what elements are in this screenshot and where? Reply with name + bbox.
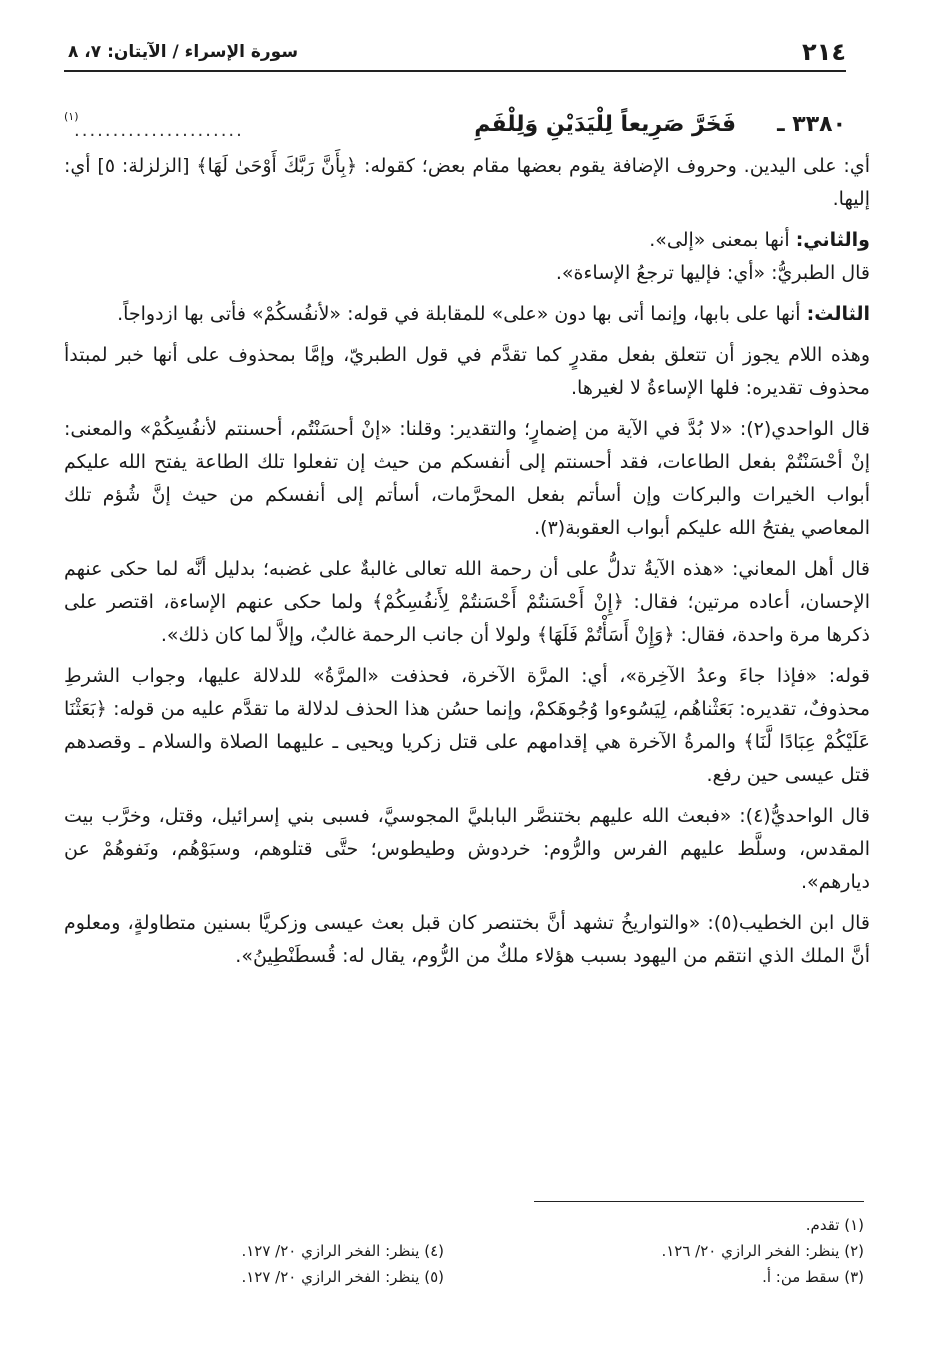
header-rule bbox=[64, 70, 846, 72]
footnote: (٢) ينظر: الفخر الرازي ٢٠/ ١٢٦. bbox=[661, 1242, 864, 1260]
footnote-rule bbox=[534, 1201, 864, 1202]
page-number: ٢١٤ bbox=[802, 38, 846, 66]
running-title: سورة الإسراء / الآيتان: ٧، ٨ bbox=[64, 42, 298, 62]
paragraph: قال الواحدي(٢): «لا بُدَّ في الآية من إضمارٍ؛ والتقدير: وقلنا: «إنْ أحسَنْتُم، أحسنتم لأنفُسِكُمْ» والمعنى: إنْ أحْسَنْتُمْ بفعل الطاعات، فقد أحسنتم إلى أنفسكم من حيث إن تفعلوا تلك الطاعة يفتح الله عليكم أبواب الخيرات والبركات وإن أسأتم بفعل المحرَّمات، أسأتم إلى أنفسكم من حيث إنَّ شُؤم تلك المعاصي يفتحُ الله عليكم أبواب العقوبة(٣). bbox=[64, 418, 870, 539]
page-header bbox=[64, 38, 846, 72]
poetry-verse bbox=[64, 112, 846, 146]
verse-text: فَخَرَّ صَرِيعاً لِلْيَدَيْنِ وَلِلْفَمِ bbox=[474, 112, 736, 137]
paragraph-second-meaning bbox=[64, 224, 870, 257]
main-text bbox=[64, 150, 870, 981]
paragraph: قال ابن الخطيب(٥): «والتواريخُ تشهد أنَّ بختنصر كان قبل بعث عيسى وزكريَّا بسنين متطاولةٍ، ومعلوم أنَّ الملك الذي انتقم من اليهود بسبب هؤلاء ملكٌ من الرُّوم، يقال له: قُسطَنْطِينُ». bbox=[64, 912, 870, 967]
paragraph: قال الطبريُّ: «أي: فإليها ترجعُ الإساءة». bbox=[555, 262, 870, 284]
verse-number: ٣٣٨٠ ـ bbox=[777, 112, 846, 137]
paragraph: وهذه اللام يجوز أن تتعلق بفعل مقدرٍ كما تقدَّم في قول الطبريّ، وإمَّا بمحذوف على أنها خبر لمبتدأ محذوف تقديره: فلها الإساءةُ لا لغيرها. bbox=[64, 344, 870, 399]
footnote: (١) تقدم. bbox=[805, 1216, 864, 1234]
verse-dots: ...................... bbox=[74, 120, 244, 141]
paragraph: قوله: «فإذا جاءَ وعدُ الآخِرة»، أي: المرَّة الآخرة، فحذفت «المرَّةُ» للدلالة عليها، وجواب الشرطِ محذوفٌ، تقديره: بَعَثْناهُم، لِيَسُوءوا وُجُوهَكمْ، وإنما حسُن هذا الحذف لدلالة ما تقدَّم عليه من قوله: ﴿بَعَثْنَا عَلَيْكُمْ عِبَادًا لَّنَا﴾ والمرةُ الآخرة هي إقدامهم على قتل زكريا ويحيى ـ عليهما الصلاة والسلام ـ وقصدهم قتل عيسى حين رفع. bbox=[64, 665, 870, 786]
paragraph-text: أنها على بابها، وإنما أتى بها دون «على» للمقابلة في قوله: «لأنفُسكُمْ» فأتى بها ازدواجاً. bbox=[117, 303, 801, 325]
footnotes-column-right bbox=[484, 1212, 864, 1290]
footnotes-column-left bbox=[64, 1238, 444, 1290]
label-second: والثاني: bbox=[795, 229, 870, 251]
paragraph: قال الواحديُّ(٤): «فبعث الله عليهم بختنصَّر البابليَّ المجوسيَّ، فسبى بني إسرائيل، وقتل، وخرَّب بيت المقدس، وسلَّط عليهم الفرس والرُّوم: خردوش وطيطوس؛ حتَّى قتلوهم، وسبَوْهُم، ونَفوهُمْ عن ديارهم». bbox=[64, 805, 870, 893]
paragraph: قال أهل المعاني: «هذه الآيةُ تدلُّ على أن رحمة الله تعالى غالبةٌ على غضبه؛ بدليل أنَّه لما حكى عنهم الإحسان، أعاده مرتين؛ فقال: ﴿إِنْ أَحْسَنتُمْ أَحْسَنتُمْ لِأَنفُسِكُمْ﴾ ولما حكى عنهم الإساءة، اقتصر على ذكرها مرة واحدة، فقال: ﴿وَإِنْ أَسَأْتُمْ فَلَهَا﴾ ولولا أن جانب الرحمة غالبٌ، وإلاَّ لما كان ذلك». bbox=[64, 558, 870, 646]
paragraph-third-meaning bbox=[64, 298, 870, 331]
label-third: الثالث: bbox=[806, 303, 870, 325]
paragraph-text: أنها بمعنى «إلى». bbox=[649, 229, 790, 251]
verse-footnote-ref: (١) bbox=[64, 110, 79, 123]
paragraph: أي: على اليدين. وحروف الإضافة يقوم بعضها مقام بعض؛ كقوله: ﴿بِأَنَّ رَبَّكَ أَوْحَىٰ لَهَا﴾ [الزلزلة: ٥] أي: إليها. bbox=[64, 155, 870, 210]
footnote: (٤) ينظر: الفخر الرازي ٢٠/ ١٢٧. bbox=[241, 1242, 444, 1260]
footnote: (٣) سقط من: أ. bbox=[762, 1268, 864, 1286]
footnote: (٥) ينظر: الفخر الرازي ٢٠/ ١٢٧. bbox=[241, 1268, 444, 1286]
